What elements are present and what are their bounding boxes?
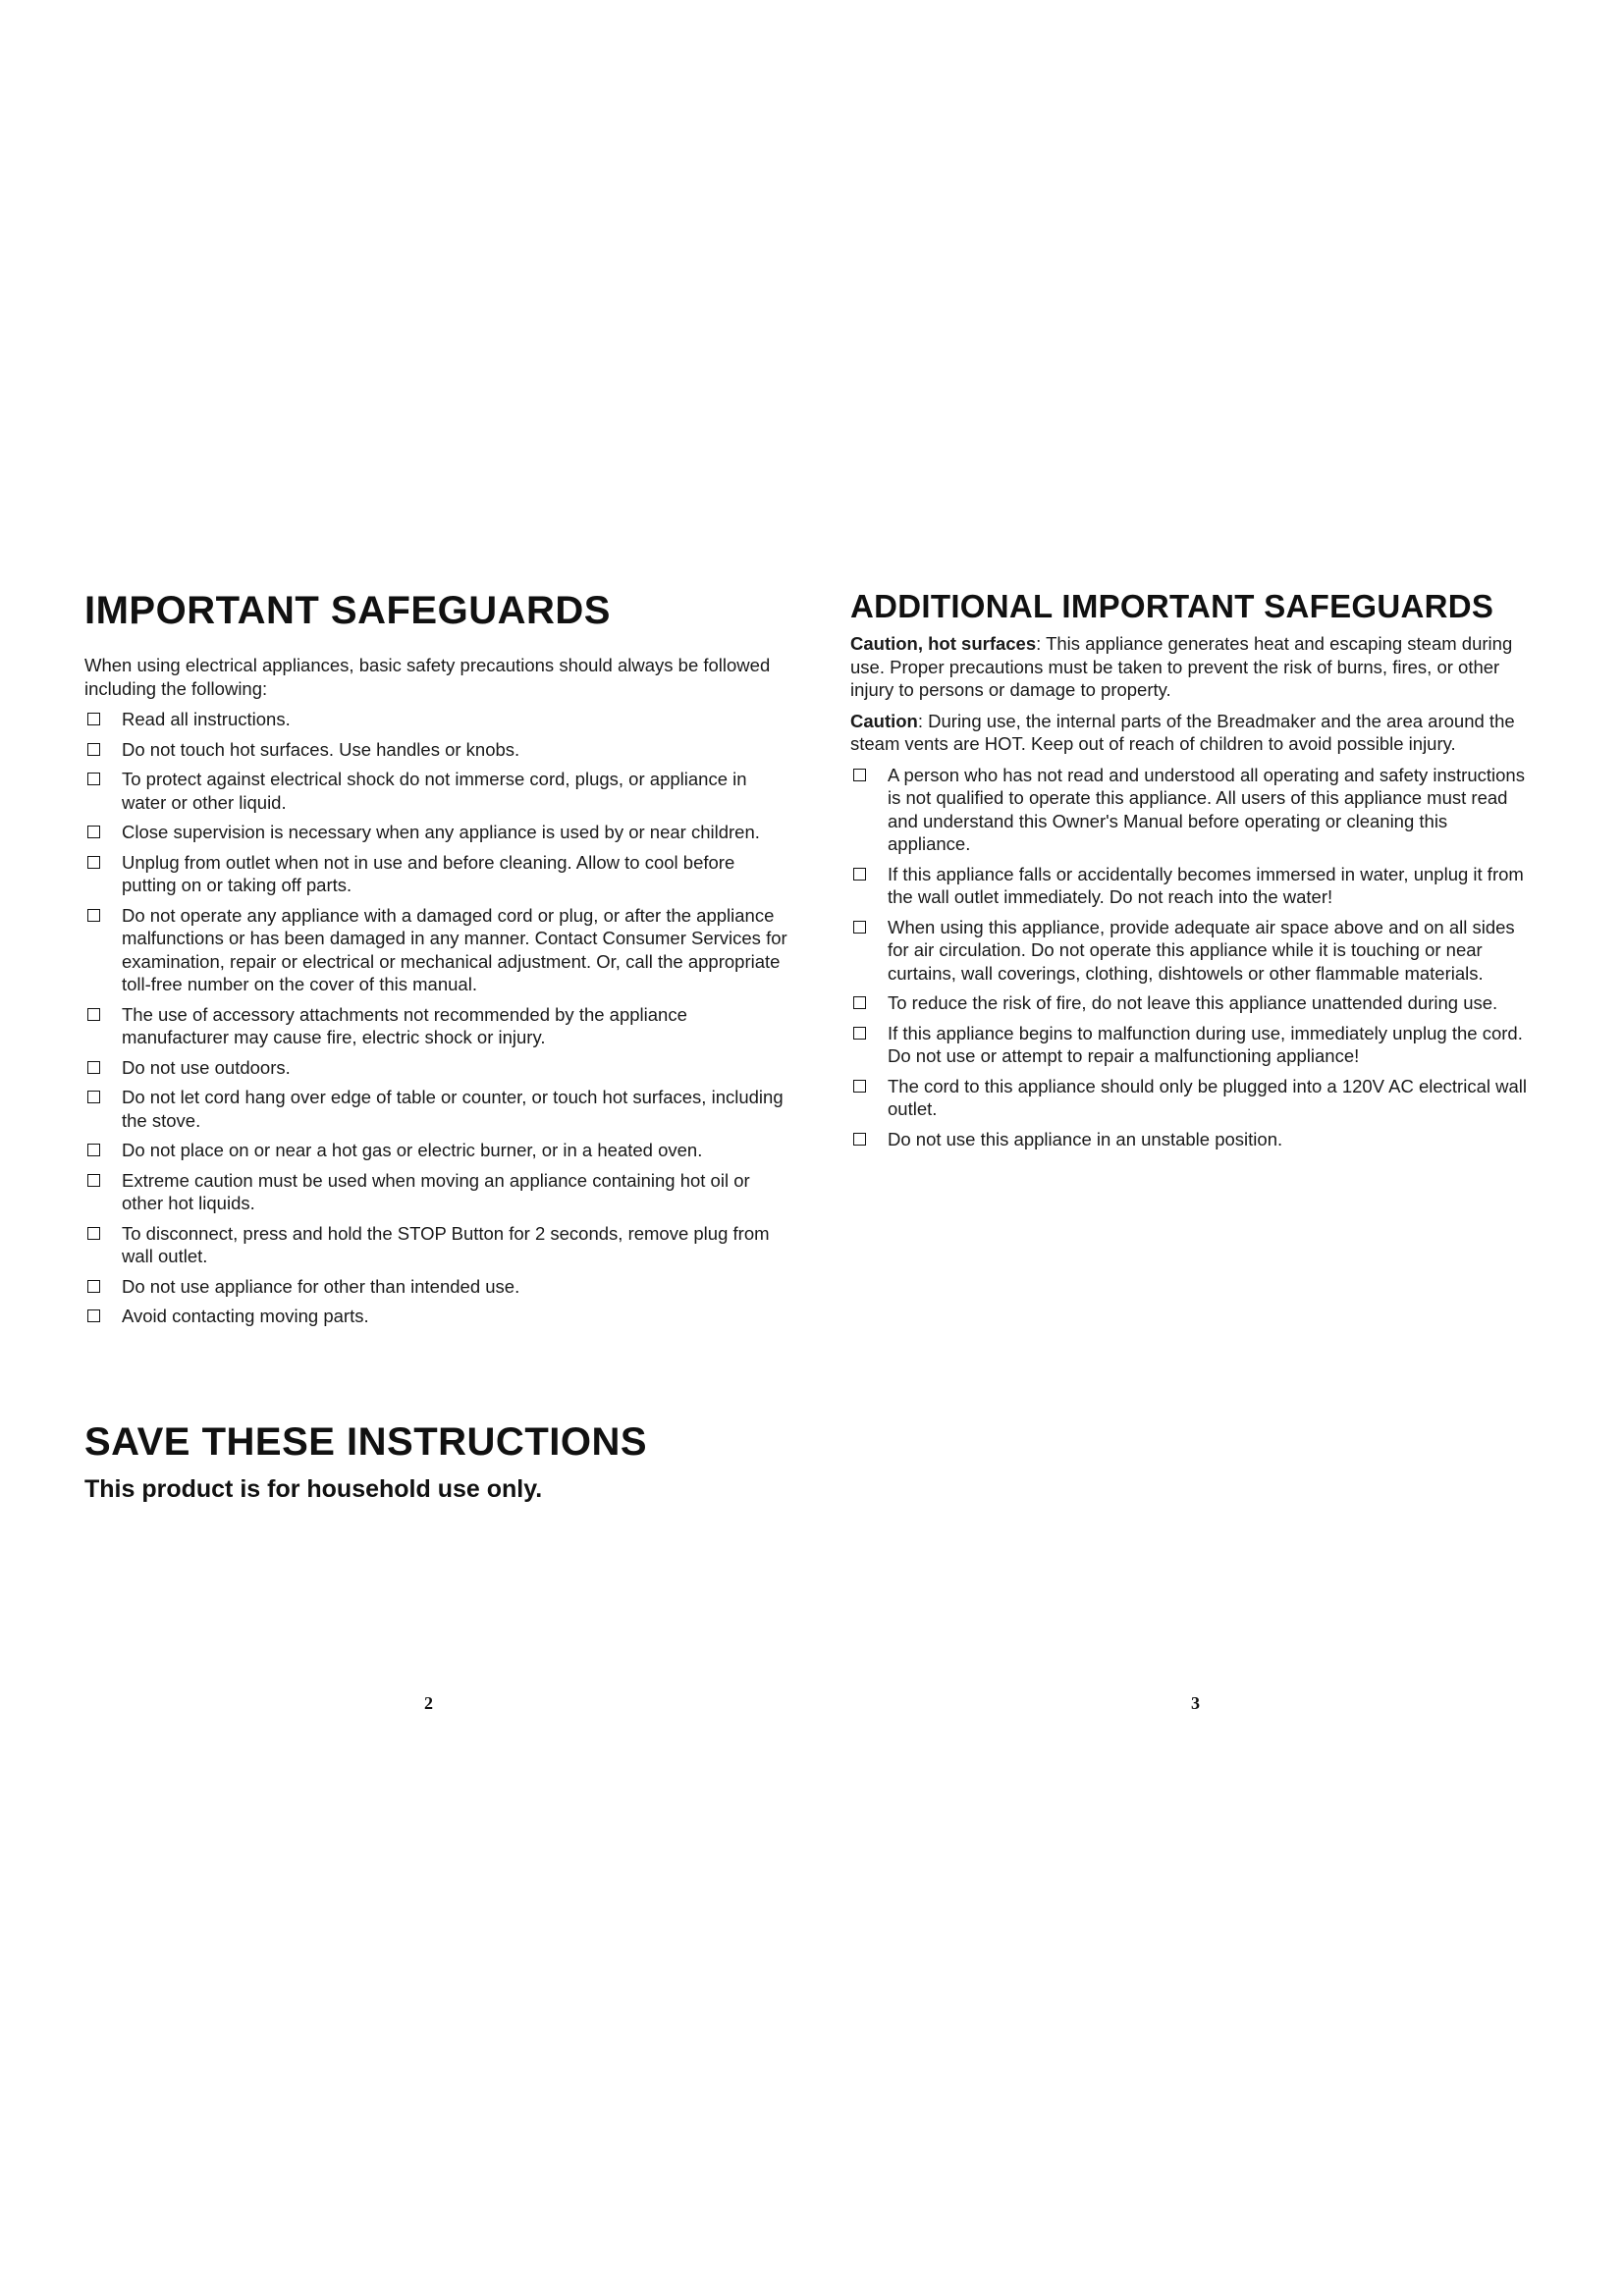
checkbox-bullet-icon: [87, 1174, 100, 1187]
list-item: If this appliance begins to malfunction during use, immediately unplug the cord. Do not use or attempt to repair a malfunctioning appliance!: [850, 1022, 1528, 1068]
list-item: Do not operate any appliance with a damaged cord or plug, or after the appliance malfunctions or has been damaged in any manner. Contact Consumer Services for examination, repair or electrical or mechanical adjustment. Or, call the appropriate toll-free number on the cover of this manual.: [84, 904, 791, 996]
additional-safeguards-heading: ADDITIONAL IMPORTANT SAFEGUARDS: [850, 588, 1494, 624]
left-column: [84, 589, 791, 1335]
checkbox-bullet-icon: [87, 1091, 100, 1103]
intro-text: When using electrical appliances, basic safety precautions should always be followed including the following:: [84, 655, 771, 699]
list-item: The use of accessory attachments not recommended by the appliance manufacturer may cause fire, electric shock or injury.: [84, 1003, 791, 1049]
checkbox-bullet-icon: [87, 1008, 100, 1021]
right-column: [850, 589, 1528, 1157]
checkbox-bullet-icon: [87, 1309, 100, 1322]
checkbox-bullet-icon: [853, 1027, 866, 1040]
list-item: A person who has not read and understood all operating and safety instructions is not qualified to operate this appliance. All users of this appliance must read and understand this Owner's Manual before operating or cleaning this appliance.: [850, 764, 1528, 856]
caution-internal-parts: [850, 710, 1528, 756]
list-item: Do not touch hot surfaces. Use handles or knobs.: [84, 738, 791, 762]
additional-safeguards-list: [850, 764, 1528, 1151]
checkbox-bullet-icon: [87, 826, 100, 838]
list-item: Do not place on or near a hot gas or electric burner, or in a heated oven.: [84, 1139, 791, 1162]
important-safeguards-heading: IMPORTANT SAFEGUARDS: [84, 589, 611, 632]
list-item: When using this appliance, provide adequate air space above and on all sides for air circulation. Do not operate this appliance while it is touching or near curtains, wall coverings, clothing, dishtowels or other flammable materials.: [850, 916, 1528, 986]
list-item: Do not use this appliance in an unstable position.: [850, 1128, 1528, 1151]
checkbox-bullet-icon: [853, 769, 866, 781]
checkbox-bullet-icon: [853, 921, 866, 934]
list-item: Close supervision is necessary when any appliance is used by or near children.: [84, 821, 791, 844]
caution-text: : During use, the internal parts of the Breadmaker and the area around the steam vents are HOT. Keep out of reach of children to avoid possible injury.: [850, 710, 1515, 755]
safeguards-list: [84, 708, 791, 1328]
page-number-left: 2: [424, 1693, 433, 1713]
caution-hot-surfaces: [850, 632, 1528, 702]
list-item: Unplug from outlet when not in use and before cleaning. Allow to cool before putting on or taking off parts.: [84, 851, 791, 897]
checkbox-bullet-icon: [87, 743, 100, 756]
checkbox-bullet-icon: [853, 868, 866, 881]
list-item: If this appliance falls or accidentally becomes immersed in water, unplug it from the wall outlet immediately. Do not reach into the water!: [850, 863, 1528, 909]
caution-label: Caution: [850, 710, 918, 731]
list-item: To disconnect, press and hold the STOP Button for 2 seconds, remove plug from wall outlet.: [84, 1222, 791, 1268]
list-item: To reduce the risk of fire, do not leave this appliance unattended during use.: [850, 991, 1528, 1015]
list-item: The cord to this appliance should only be plugged into a 120V AC electrical wall outlet.: [850, 1075, 1528, 1121]
checkbox-bullet-icon: [87, 1061, 100, 1074]
checkbox-bullet-icon: [87, 909, 100, 922]
checkbox-bullet-icon: [87, 1280, 100, 1293]
list-item: To protect against electrical shock do not immerse cord, plugs, or appliance in water or other liquid.: [84, 768, 791, 814]
save-instructions-block: [84, 1420, 831, 1504]
list-item: Do not use outdoors.: [84, 1056, 791, 1080]
checkbox-bullet-icon: [853, 1133, 866, 1146]
list-item: Do not use appliance for other than intended use.: [84, 1275, 791, 1299]
checkbox-bullet-icon: [87, 713, 100, 725]
list-item: Do not let cord hang over edge of table or counter, or touch hot surfaces, including the stove.: [84, 1086, 791, 1132]
caution-hot-surfaces-text: : This appliance generates heat and escaping steam during use. Proper precautions must be taken to prevent the risk of burns, fires, or other injury to persons or damage to property.: [850, 633, 1513, 701]
list-item: Avoid contacting moving parts.: [84, 1305, 791, 1328]
checkbox-bullet-icon: [853, 1080, 866, 1093]
list-item: Read all instructions.: [84, 708, 791, 731]
caution-hot-surfaces-label: Caution, hot surfaces: [850, 633, 1037, 655]
page-number-right: 3: [1191, 1693, 1200, 1713]
checkbox-bullet-icon: [87, 1144, 100, 1156]
checkbox-bullet-icon: [87, 773, 100, 785]
list-item: Extreme caution must be used when moving an appliance containing hot oil or other hot liquids.: [84, 1169, 791, 1215]
household-use-note: This product is for household use only.: [84, 1475, 543, 1503]
save-instructions-heading: SAVE THESE INSTRUCTIONS: [84, 1420, 648, 1464]
checkbox-bullet-icon: [853, 996, 866, 1009]
checkbox-bullet-icon: [87, 856, 100, 869]
checkbox-bullet-icon: [87, 1227, 100, 1240]
